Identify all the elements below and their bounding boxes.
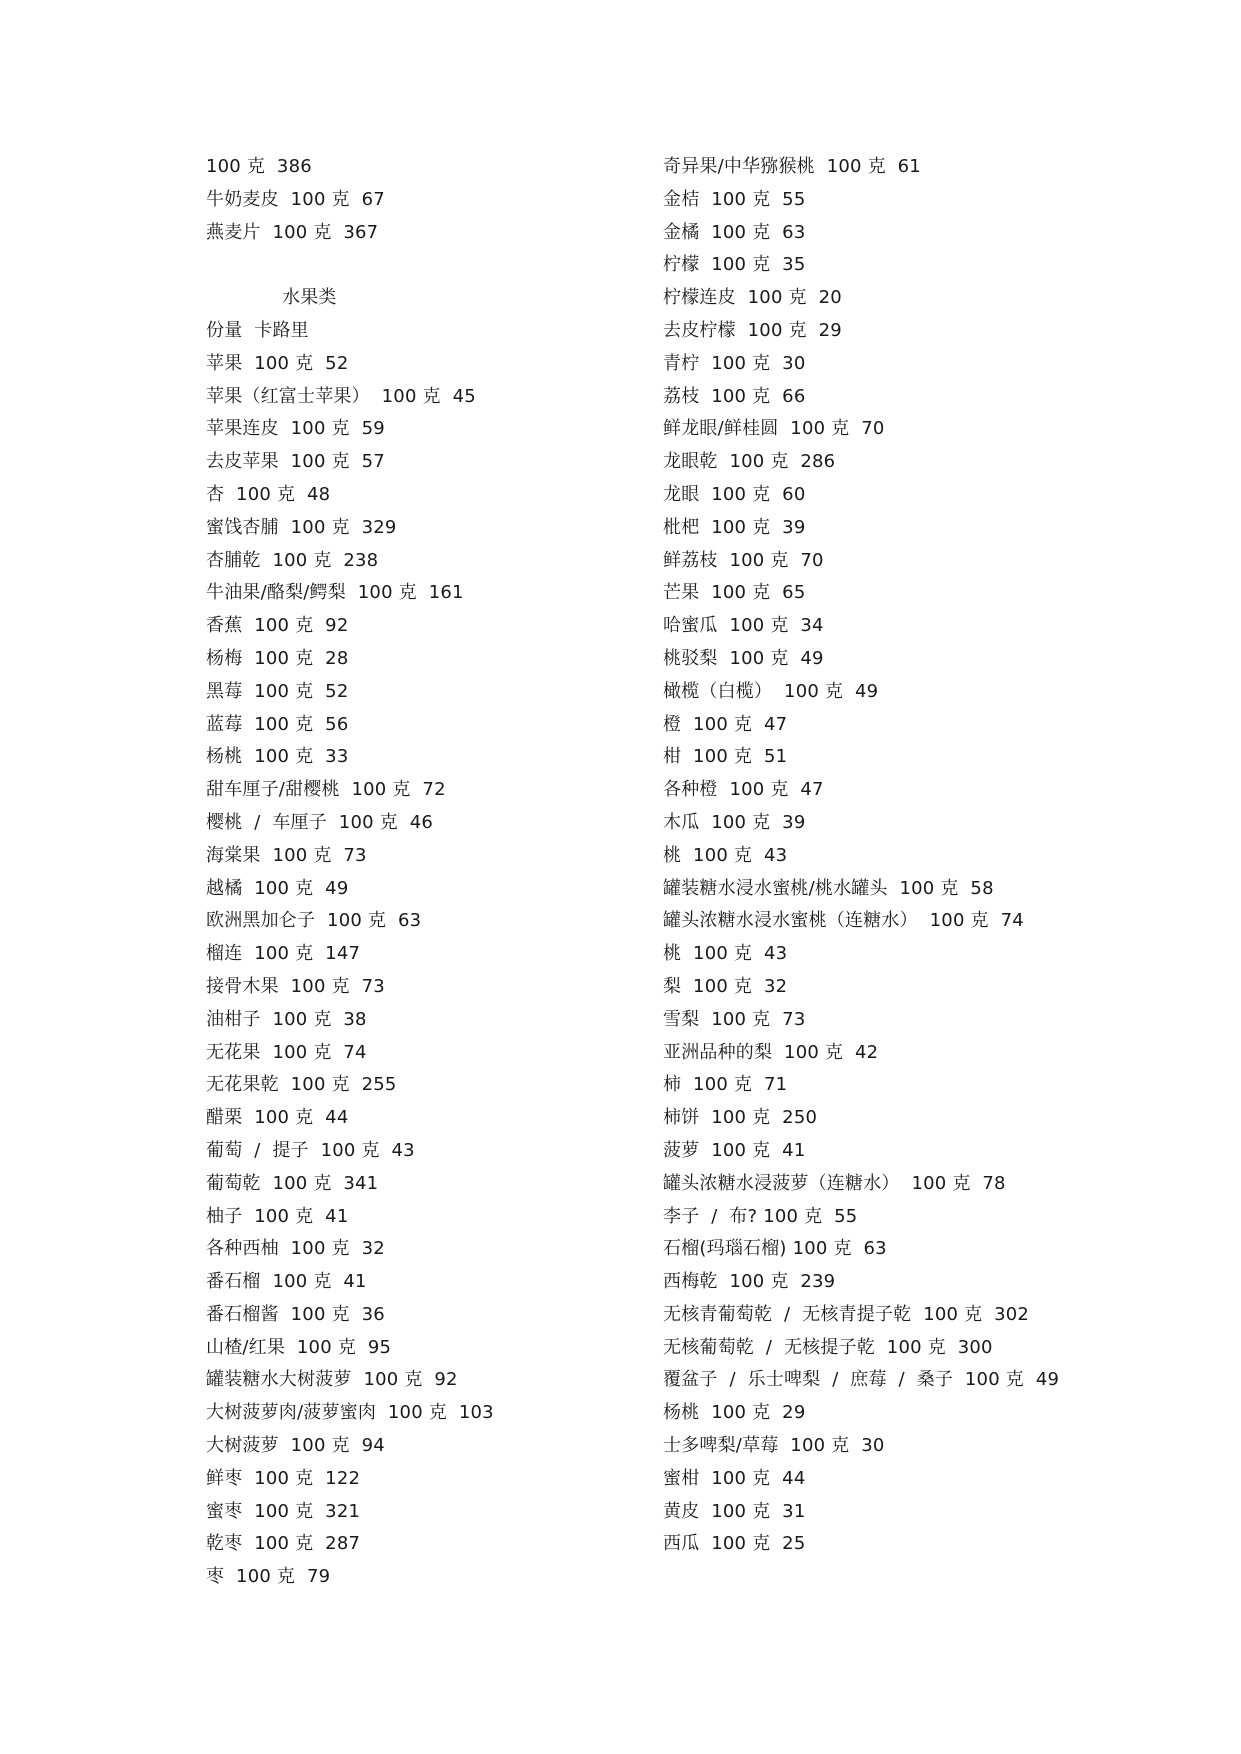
list-item: 蓝莓 100 克 56 xyxy=(206,713,349,735)
list-item: 橙 100 克 47 xyxy=(663,713,788,735)
list-item: 榴连 100 克 147 xyxy=(206,943,361,965)
list-item: 苹果（红富士苹果） 100 克 45 xyxy=(206,385,476,407)
list-item: 杏 100 克 48 xyxy=(206,483,331,505)
list-item: 桃 100 克 43 xyxy=(663,844,788,866)
list-item: 菠萝 100 克 41 xyxy=(663,1139,806,1161)
list-item: 各种西柚 100 克 32 xyxy=(206,1238,385,1260)
list-item: 芒果 100 克 65 xyxy=(663,582,806,604)
list-item: 桃驳梨 100 克 49 xyxy=(663,647,824,669)
list-item: 柠檬 100 克 35 xyxy=(663,254,806,276)
list-item: 柿饼 100 克 250 xyxy=(663,1107,818,1129)
list-item: 番石榴 100 克 41 xyxy=(206,1271,367,1293)
list-item: 木瓜 100 克 39 xyxy=(663,811,806,833)
list-item: 无花果乾 100 克 255 xyxy=(206,1074,397,1096)
list-item: 苹果连皮 100 克 59 xyxy=(206,418,385,440)
list-item: 金桔 100 克 55 xyxy=(663,188,806,210)
left-column xyxy=(206,151,646,1594)
list-item: 无核葡萄乾 / 无核提子乾 100 克 300 xyxy=(663,1336,993,1358)
list-item: 石榴(玛瑙石榴) 100 克 63 xyxy=(663,1238,887,1260)
list-item: 牛奶麦皮 100 克 67 xyxy=(206,188,385,210)
list-item: 青柠 100 克 30 xyxy=(663,352,806,374)
list-item: 罐装糖水大树菠萝 100 克 92 xyxy=(206,1369,458,1391)
list-item: 燕麦片 100 克 367 xyxy=(206,221,379,243)
list-item: 杨桃 100 克 33 xyxy=(206,746,349,768)
list-item: 樱桃 / 车厘子 100 克 46 xyxy=(206,811,434,833)
list-item: 去皮柠檬 100 克 29 xyxy=(663,319,842,341)
list-item: 醋栗 100 克 44 xyxy=(206,1107,349,1129)
section-heading: 水果类 xyxy=(282,287,337,309)
list-item: 接骨木果 100 克 73 xyxy=(206,975,385,997)
list-item: 橄榄（白榄） 100 克 49 xyxy=(663,680,879,702)
list-item: 覆盆子 / 乐士啤梨 / 庶莓 / 桑子 100 克 49 xyxy=(663,1369,1060,1391)
list-item: 无核青葡萄乾 / 无核青提子乾 100 克 302 xyxy=(663,1303,1030,1325)
list-item: 龙眼 100 克 60 xyxy=(663,483,806,505)
list-item: 枣 100 克 79 xyxy=(206,1566,331,1588)
list-item: 桃 100 克 43 xyxy=(663,943,788,965)
list-item: 罐头浓糖水浸水蜜桃（连糖水） 100 克 74 xyxy=(663,910,1024,932)
list-item: 大树菠萝 100 克 94 xyxy=(206,1435,385,1457)
list-item: 番石榴酱 100 克 36 xyxy=(206,1303,385,1325)
list-item: 奇异果/中华猕猴桃 100 克 61 xyxy=(663,156,921,177)
list-item: 罐头浓糖水浸菠萝（连糖水） 100 克 78 xyxy=(663,1172,1006,1194)
blank-line xyxy=(206,249,646,282)
list-item: 蜜枣 100 克 321 xyxy=(206,1500,361,1522)
list-item: 大树菠萝肉/菠萝蜜肉 100 克 103 xyxy=(206,1402,494,1424)
list-item: 鲜龙眼/鲜桂圆 100 克 70 xyxy=(663,418,885,440)
list-item: 哈蜜瓜 100 克 34 xyxy=(663,615,824,637)
list-item: 各种橙 100 克 47 xyxy=(663,779,824,801)
list-item: 杨梅 100 克 28 xyxy=(206,647,349,669)
list-item: 李子 / 布? 100 克 55 xyxy=(663,1205,858,1227)
list-item: 甜车厘子/甜樱桃 100 克 72 xyxy=(206,779,446,801)
list-item: 梨 100 克 32 xyxy=(663,975,788,997)
list-item: 香蕉 100 克 92 xyxy=(206,615,349,637)
list-item: 雪梨 100 克 73 xyxy=(663,1008,806,1030)
list-item: 士多啤梨/草莓 100 克 30 xyxy=(663,1435,885,1457)
list-item: 杏脯乾 100 克 238 xyxy=(206,549,379,571)
list-item: 亚洲品种的梨 100 克 42 xyxy=(663,1041,879,1063)
list-item: 柑 100 克 51 xyxy=(663,746,788,768)
list-item: 100 克 386 xyxy=(206,156,312,177)
list-item: 柚子 100 克 41 xyxy=(206,1205,349,1227)
list-item: 柿 100 克 71 xyxy=(663,1074,788,1096)
list-item: 葡萄 / 提子 100 克 43 xyxy=(206,1139,415,1161)
list-item: 牛油果/酪梨/鳄梨 100 克 161 xyxy=(206,582,464,604)
list-item: 荔枝 100 克 66 xyxy=(663,385,806,407)
list-item: 蜜饯杏脯 100 克 329 xyxy=(206,516,397,538)
list-item: 枇杷 100 克 39 xyxy=(663,516,806,538)
right-column xyxy=(663,151,1183,1561)
list-item: 杨桃 100 克 29 xyxy=(663,1402,806,1424)
list-item: 苹果 100 克 52 xyxy=(206,352,349,374)
list-item: 龙眼乾 100 克 286 xyxy=(663,451,836,473)
list-item: 罐装糖水浸水蜜桃/桃水罐头 100 克 58 xyxy=(663,877,994,899)
list-item: 去皮苹果 100 克 57 xyxy=(206,451,385,473)
list-item: 葡萄乾 100 克 341 xyxy=(206,1172,379,1194)
list-item: 黑莓 100 克 52 xyxy=(206,680,349,702)
list-item: 西梅乾 100 克 239 xyxy=(663,1271,836,1293)
list-item: 柠檬连皮 100 克 20 xyxy=(663,287,842,309)
list-item: 无花果 100 克 74 xyxy=(206,1041,367,1063)
list-item: 海棠果 100 克 73 xyxy=(206,844,367,866)
list-item: 油柑子 100 克 38 xyxy=(206,1008,367,1030)
list-item: 鲜枣 100 克 122 xyxy=(206,1467,361,1489)
list-item: 欧洲黑加仑子 100 克 63 xyxy=(206,910,422,932)
list-item: 乾枣 100 克 287 xyxy=(206,1533,361,1555)
list-item: 越橘 100 克 49 xyxy=(206,877,349,899)
list-item: 黄皮 100 克 31 xyxy=(663,1500,806,1522)
list-item: 鲜荔枝 100 克 70 xyxy=(663,549,824,571)
list-item: 山楂/红果 100 克 95 xyxy=(206,1336,392,1358)
list-item: 西瓜 100 克 25 xyxy=(663,1533,806,1555)
list-item: 蜜柑 100 克 44 xyxy=(663,1467,806,1489)
list-item: 份量 卡路里 xyxy=(206,319,309,341)
list-item: 金橘 100 克 63 xyxy=(663,221,806,243)
